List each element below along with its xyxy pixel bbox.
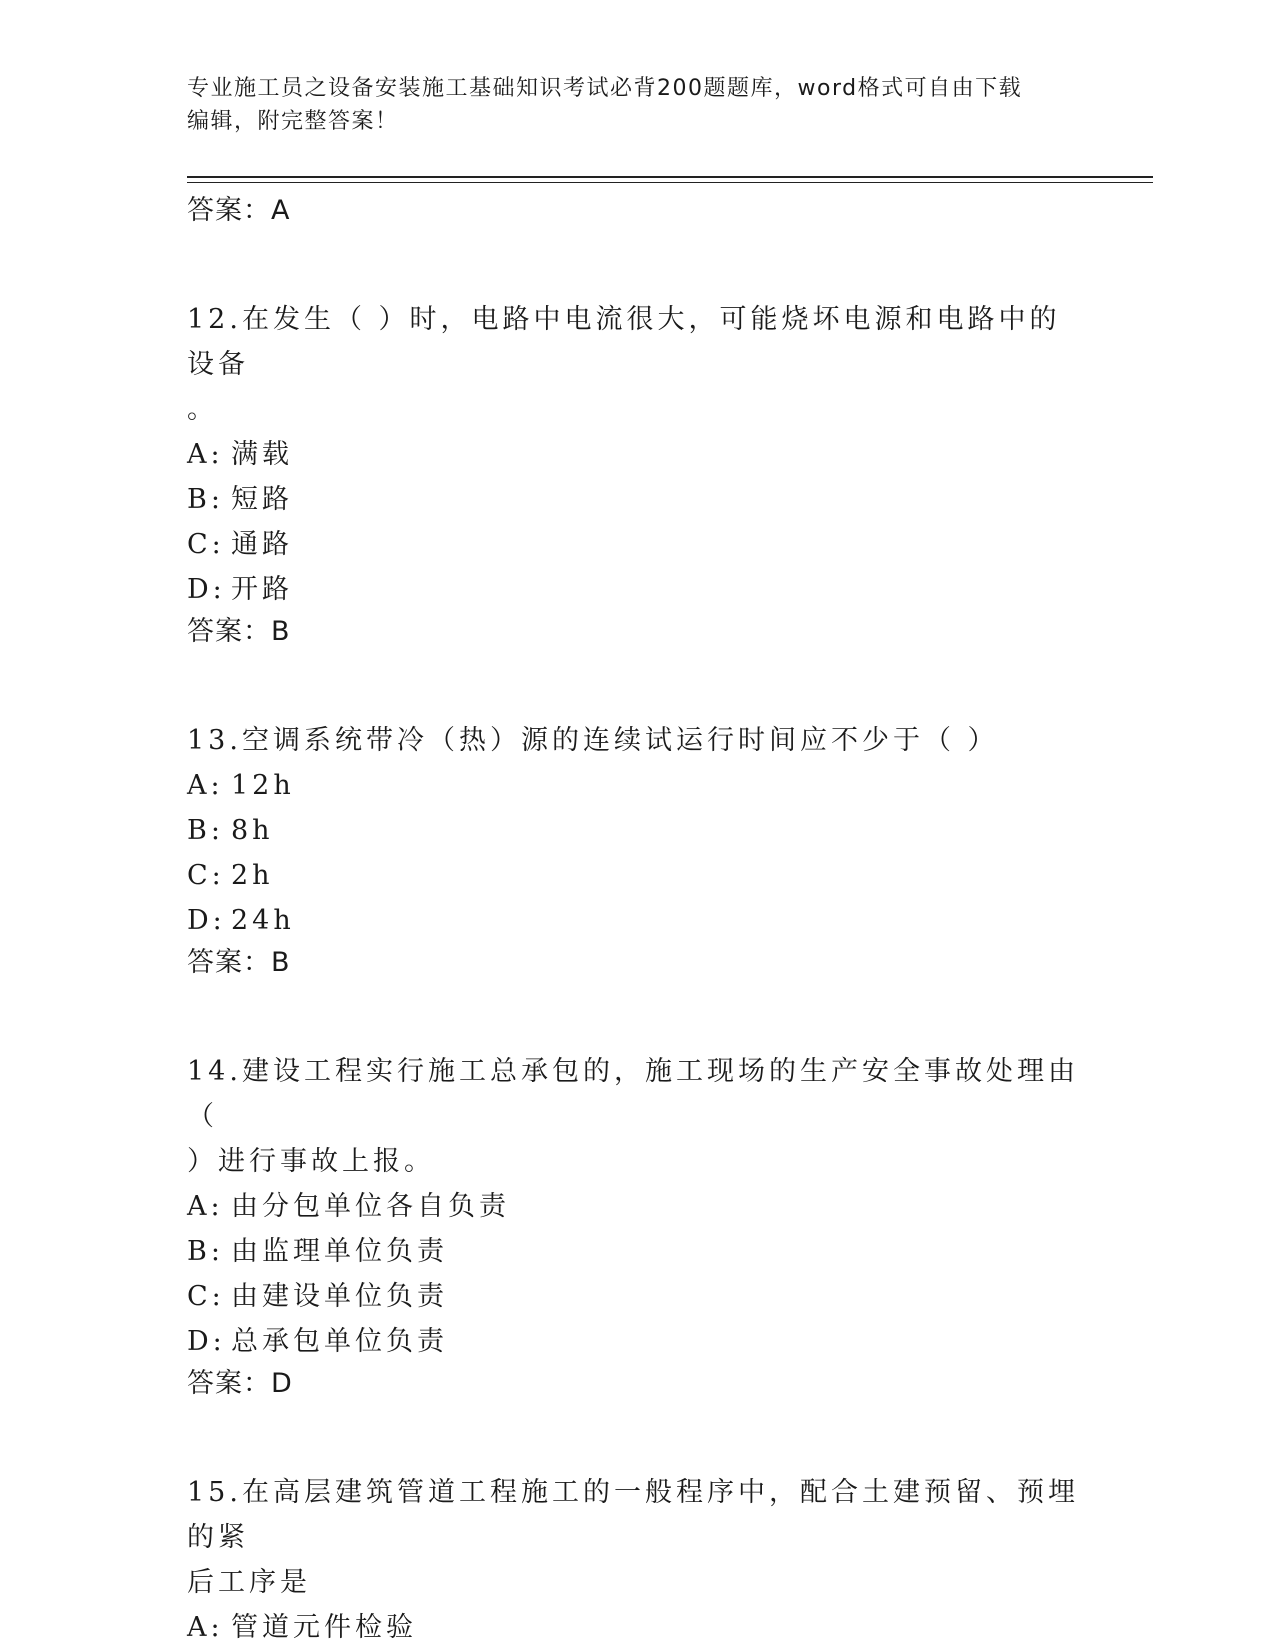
option-text: 12h bbox=[231, 770, 295, 801]
answer-line: 答案：B bbox=[187, 616, 291, 647]
answer-line: 答案：A bbox=[187, 195, 291, 226]
option-letter: B: bbox=[187, 1236, 224, 1267]
option-d bbox=[187, 898, 1087, 943]
option-b bbox=[187, 808, 1087, 853]
option-letter: A: bbox=[187, 439, 224, 470]
question-13 bbox=[187, 718, 1087, 983]
question-14 bbox=[187, 1049, 1087, 1404]
document-body bbox=[187, 191, 1087, 1650]
option-text: 由建设单位负责 bbox=[231, 1281, 448, 1312]
option-text: 由监理单位负责 bbox=[231, 1236, 448, 1267]
question-stem-line: 14.建设工程实行施工总承包的，施工现场的生产安全事故处理由（ bbox=[187, 1056, 1079, 1132]
option-letter: A: bbox=[187, 1612, 224, 1643]
document-header bbox=[187, 72, 1087, 138]
option-letter: C: bbox=[187, 529, 225, 560]
option-b bbox=[187, 1229, 1087, 1274]
question-stem-line: 。 bbox=[187, 394, 218, 425]
option-a bbox=[187, 763, 1087, 808]
option-text: 短路 bbox=[231, 484, 293, 515]
option-text: 管道元件检验 bbox=[231, 1612, 417, 1643]
option-text: 由分包单位各自负责 bbox=[231, 1191, 510, 1222]
option-text: 总承包单位负责 bbox=[231, 1326, 448, 1357]
header-divider-thin bbox=[187, 182, 1153, 183]
option-text: 满载 bbox=[231, 439, 293, 470]
option-text: 开路 bbox=[231, 574, 293, 605]
header-line-1: 专业施工员之设备安装施工基础知识考试必背200题题库，word格式可自由下载 bbox=[187, 76, 1023, 101]
question-stem-line: 12.在发生（ ）时，电路中电流很大，可能烧坏电源和电路中的设备 bbox=[187, 304, 1061, 380]
option-letter: D: bbox=[187, 574, 226, 605]
option-letter: B: bbox=[187, 484, 224, 515]
option-letter: A: bbox=[187, 770, 224, 801]
option-letter: C: bbox=[187, 860, 225, 891]
option-letter: D: bbox=[187, 1326, 226, 1357]
question-12 bbox=[187, 297, 1087, 652]
header-line-2: 编辑，附完整答案！ bbox=[187, 109, 399, 134]
answer-line: 答案：B bbox=[187, 947, 291, 978]
option-c bbox=[187, 522, 1087, 567]
option-text: 2h bbox=[231, 860, 274, 891]
option-text: 8h bbox=[231, 815, 274, 846]
question-stem-line: 15.在高层建筑管道工程施工的一般程序中，配合土建预留、预埋的紧 bbox=[187, 1477, 1079, 1553]
option-d bbox=[187, 567, 1087, 612]
option-letter: D: bbox=[187, 905, 226, 936]
question-stem-line: ）进行事故上报。 bbox=[187, 1146, 435, 1177]
question-15 bbox=[187, 1470, 1087, 1650]
option-d bbox=[187, 1319, 1087, 1364]
question-stem-line: 13.空调系统带冷（热）源的连续试运行时间应不少于（ ） bbox=[187, 725, 999, 756]
option-letter: C: bbox=[187, 1281, 225, 1312]
option-text: 通路 bbox=[231, 529, 293, 560]
answer-line: 答案：D bbox=[187, 1368, 293, 1399]
header-divider-thick bbox=[187, 176, 1153, 178]
option-letter: B: bbox=[187, 815, 224, 846]
question-stem-line: 后工序是 bbox=[187, 1567, 311, 1598]
option-c bbox=[187, 853, 1087, 898]
option-c bbox=[187, 1274, 1087, 1319]
option-letter: A: bbox=[187, 1191, 224, 1222]
option-a bbox=[187, 1184, 1087, 1229]
option-a bbox=[187, 1605, 1087, 1650]
option-b bbox=[187, 477, 1087, 522]
option-a bbox=[187, 432, 1087, 477]
option-text: 24h bbox=[231, 905, 295, 936]
